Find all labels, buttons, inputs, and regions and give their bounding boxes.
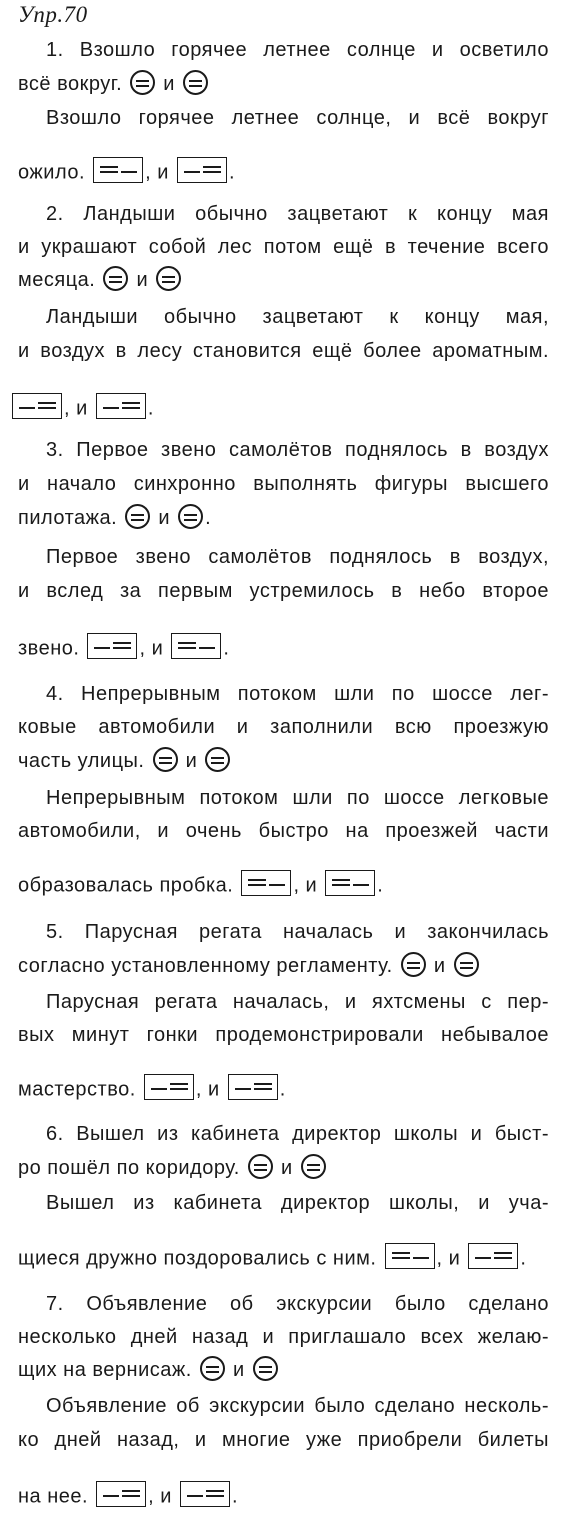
item7-line3-text: щих на вернисаж. (18, 1359, 192, 1381)
item1-line4 (18, 160, 235, 186)
item7-line4: Объявление об экскурсии было сделано несколь- (46, 1395, 549, 1417)
clause-box-symbol (228, 1074, 278, 1100)
item5-line5 (18, 1077, 286, 1103)
clause-box-symbol (468, 1243, 518, 1269)
subject-circle-symbol (248, 1154, 273, 1179)
comma-and: , и (436, 1247, 461, 1270)
item4-line3-text: часть улицы. (18, 750, 145, 772)
subject-circle-symbol (178, 504, 203, 529)
subject-circle-symbol (156, 266, 181, 291)
item1-line2 (18, 72, 210, 97)
clause-box-symbol (93, 157, 143, 183)
conjunction: и (136, 269, 149, 291)
clause-box-symbol (177, 157, 227, 183)
item1-line3: Взошло горячее летнее солнце, и всё вокруг (46, 107, 549, 129)
item4-line2: ковые автомобили и заполнили всю проезжую (18, 716, 549, 738)
item4-line5: автомобили, и очень быстро на проезжей части (18, 820, 549, 842)
period: . (147, 397, 154, 420)
clause-box-symbol (180, 1481, 230, 1507)
item4-line6-text: образовалась пробка. (18, 874, 234, 897)
subject-circle-symbol (103, 266, 128, 291)
item5-line1: 5. Парусная регата началась и закончилась (46, 921, 549, 943)
clause-box-symbol (325, 870, 375, 896)
subject-circle-symbol (454, 952, 479, 977)
period: . (279, 1078, 286, 1101)
clause-box-symbol (171, 633, 221, 659)
item4-line4: Непрерывным потоком шли по шоссе легковые (46, 787, 549, 809)
item2-line3-text: месяца. (18, 269, 96, 291)
item3-line1: 3. Первое звено самолётов поднялось в воздух (46, 439, 549, 461)
item6-line3: Вышел из кабинета директор школы, и уча- (46, 1192, 549, 1214)
item6-line2 (18, 1156, 328, 1181)
item3-line4: Первое звено самолётов поднялось в воздух, (46, 546, 549, 568)
item5-line2-text: согласно установленному регламенту. (18, 955, 393, 977)
item3-line2: и начало синхронно выполнять фигуры высшего (18, 473, 549, 495)
item5-line4: вых минут гонки продемонстрировали небывалое (18, 1024, 549, 1046)
item3-line3 (18, 506, 211, 531)
item7-line1: 7. Объявление об экскурсии было сделано (46, 1293, 549, 1315)
period: . (223, 637, 230, 660)
item3-line6 (18, 636, 229, 662)
exercise-title: Упр.70 (18, 2, 88, 27)
item2-line1: 2. Ландыши обычно зацветают к концу мая (46, 203, 549, 225)
item1-line4-text: ожило. (18, 161, 86, 184)
period: . (228, 161, 236, 184)
subject-circle-symbol (183, 70, 208, 95)
item2-line3 (18, 268, 183, 293)
item2-line2: и украшают собой лес потом ещё в течение всего (18, 236, 549, 258)
item7-line2: несколько дней назад и приглашало всех желаю- (18, 1326, 549, 1348)
clause-box-symbol (241, 870, 291, 896)
subject-circle-symbol (301, 1154, 326, 1179)
subject-circle-symbol (401, 952, 426, 977)
clause-box-symbol (12, 393, 62, 419)
item6-line1: 6. Вышел из кабинета директор школы и быст- (46, 1123, 549, 1145)
conjunction: и (158, 507, 170, 529)
conjunction: и (163, 73, 175, 95)
conjunction: и (433, 955, 446, 977)
item2-line5: и воздух в лесу становится ещё более ароматным. (18, 340, 549, 362)
item1-line2-text: всё вокруг. (18, 73, 123, 95)
clause-box-symbol (87, 633, 137, 659)
item7-line5: ко дней назад, и многие уже приобрели билеты (18, 1429, 549, 1451)
subject-circle-symbol (253, 1356, 278, 1381)
item1-line1: 1. Взошло горячее летнее солнце и осветило (46, 39, 549, 61)
conjunction: и (280, 1157, 293, 1179)
item5-line2 (18, 954, 481, 979)
clause-box-symbol (96, 393, 146, 419)
item7-line3 (18, 1358, 280, 1383)
comma-and: , и (148, 1485, 172, 1508)
subject-circle-symbol (130, 70, 155, 95)
period: . (232, 1485, 239, 1508)
comma-and: , и (195, 1078, 220, 1101)
item5-line3: Парусная регата началась, и яхтсмены с пер- (46, 991, 549, 1013)
subject-circle-symbol (153, 747, 178, 772)
item3-line3-text: пилотажа. (18, 507, 118, 529)
item3-line6-text: звено. (18, 637, 80, 660)
conjunction: и (232, 1359, 245, 1381)
item3-line5: и вслед за первым устремилось в небо второе (18, 580, 549, 602)
item7-line6-text: на нее. (18, 1485, 89, 1508)
period: . (205, 507, 212, 529)
item6-line4-text: щиеся дружно поздоровались с ним. (18, 1247, 377, 1270)
conjunction: и (185, 750, 198, 772)
comma-and: , и (293, 874, 318, 897)
comma-and: , и (64, 397, 88, 420)
item6-line2-text: ро пошёл по коридору. (18, 1157, 240, 1179)
subject-circle-symbol (200, 1356, 225, 1381)
subject-circle-symbol (125, 504, 150, 529)
comma-and: , и (145, 161, 169, 184)
period: . (377, 874, 384, 897)
item5-line5-text: мастерство. (18, 1078, 136, 1101)
item4-line1: 4. Непрерывным потоком шли по шоссе лег- (46, 683, 549, 705)
subject-circle-symbol (205, 747, 230, 772)
item7-line6 (18, 1484, 238, 1510)
clause-box-symbol (96, 1481, 146, 1507)
clause-box-symbol (144, 1074, 194, 1100)
period: . (520, 1247, 527, 1270)
comma-and: , и (139, 637, 164, 660)
item4-line3 (18, 749, 232, 774)
item2-line4: Ландыши обычно зацветают к концу мая, (46, 306, 549, 328)
clause-box-symbol (385, 1243, 435, 1269)
item2-scheme (10, 396, 154, 422)
item6-line4 (18, 1246, 526, 1272)
item4-line6 (18, 873, 383, 899)
